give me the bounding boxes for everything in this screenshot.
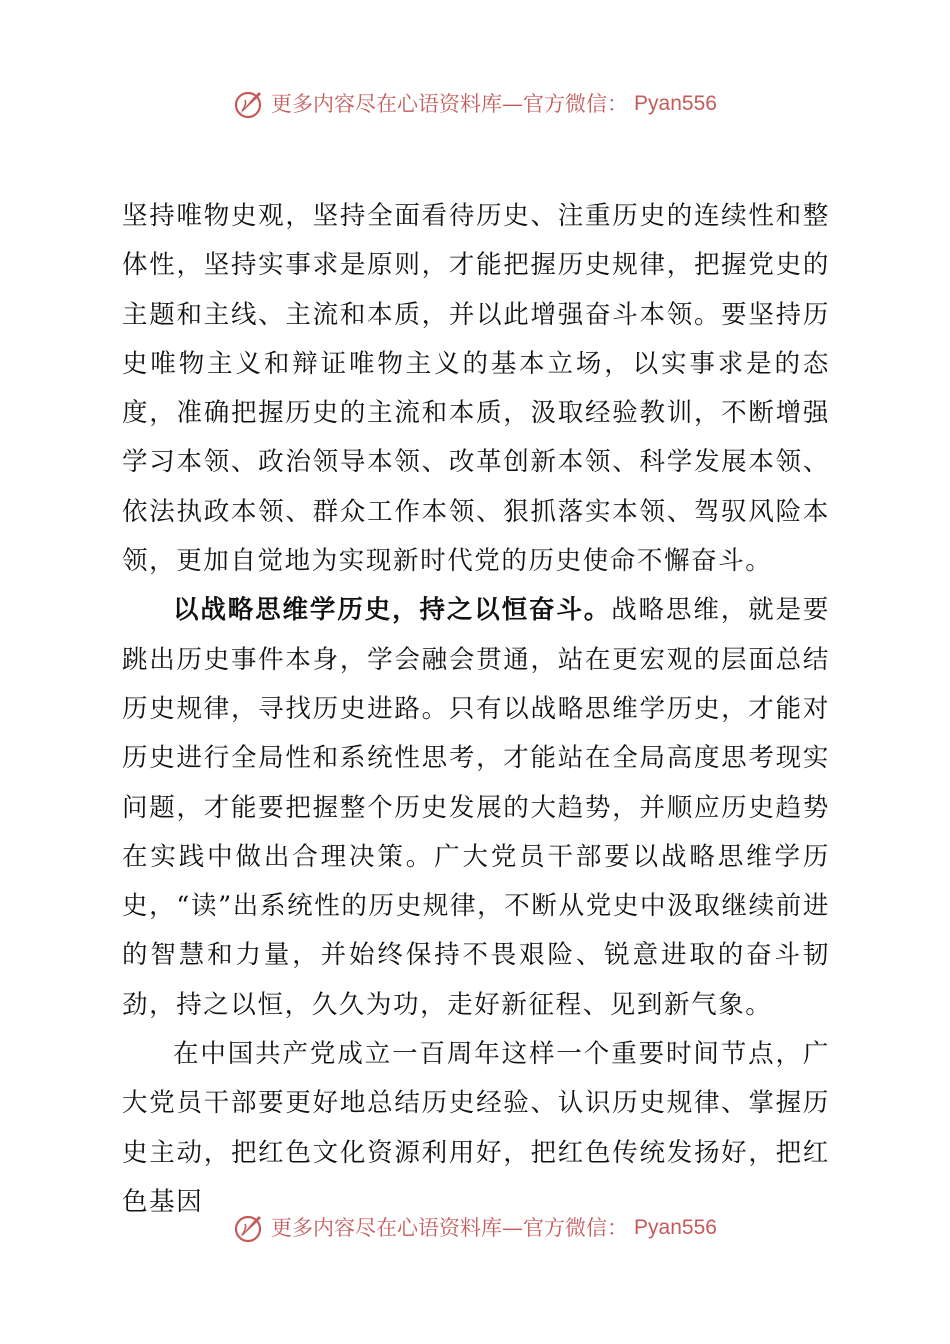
footer-watermark xyxy=(0,1212,950,1244)
watermark-text: 更多内容尽在心语资料库—官方微信： xyxy=(271,1216,629,1240)
paragraph-2 xyxy=(122,586,830,1030)
document-body xyxy=(122,192,830,1227)
watermark-text: 更多内容尽在心语资料库—官方微信： xyxy=(271,92,629,116)
paragraph-1 xyxy=(122,192,830,586)
pen-nib-logo-icon xyxy=(233,1212,265,1244)
paragraph-3 xyxy=(122,1030,830,1227)
watermark-wechat-id: Pyan556 xyxy=(634,1216,717,1239)
paragraph-2-text: 战略思维，就是要跳出历史事件本身，学会融会贯通，站在更宏观的层面总结历史规律，寻找历史进路。只有以战略思维学历史，才能对历史进行全局性和系统性思考，才能站在全局高度思考现实问题，才能要把握整个历史发展的大趋势，并顺应历史趋势在实践中做出合理决策。广大党员干部要以战略思维学历史，“读”出系统性的历史规律，不断从党史中汲取继续前进的智慧和力量，并始终保持不畏艰险、锐意进取的奋斗韧劲，持之以恒，久久为功，走好新征程、见到新气象。 xyxy=(122,595,830,1020)
paragraph-2-lead: 以战略思维学历史，持之以恒奋斗。 xyxy=(173,595,612,626)
paragraph-1-text: 坚持唯物史观，坚持全面看待历史、注重历史的连续性和整体性，坚持实事求是原则，才能把握历史规律，把握党史的主题和主线、主流和本质，并以此增强奋斗本领。要坚持历史唯物主义和辩证唯物主义的基本立场，以实事求是的态度，准确把握历史的主流和本质，汲取经验教训，不断增强学习本领、政治领导本领、改革创新本领、科学发展本领、依法执政本领、群众工作本领、狠抓落实本领、驾驭风险本领，更加自觉地为实现新时代党的历史使命不懈奋斗。 xyxy=(122,201,830,577)
paragraph-3-text: 在中国共产党成立一百周年这样一个重要时间节点，广大党员干部要更好地总结历史经验、认识历史规律、掌握历史主动，把红色文化资源利用好，把红色传统发扬好，把红色基因 xyxy=(122,1039,830,1217)
watermark-wechat-id: Pyan556 xyxy=(634,92,717,115)
header-watermark xyxy=(0,88,950,120)
pen-nib-logo-icon xyxy=(233,88,265,120)
